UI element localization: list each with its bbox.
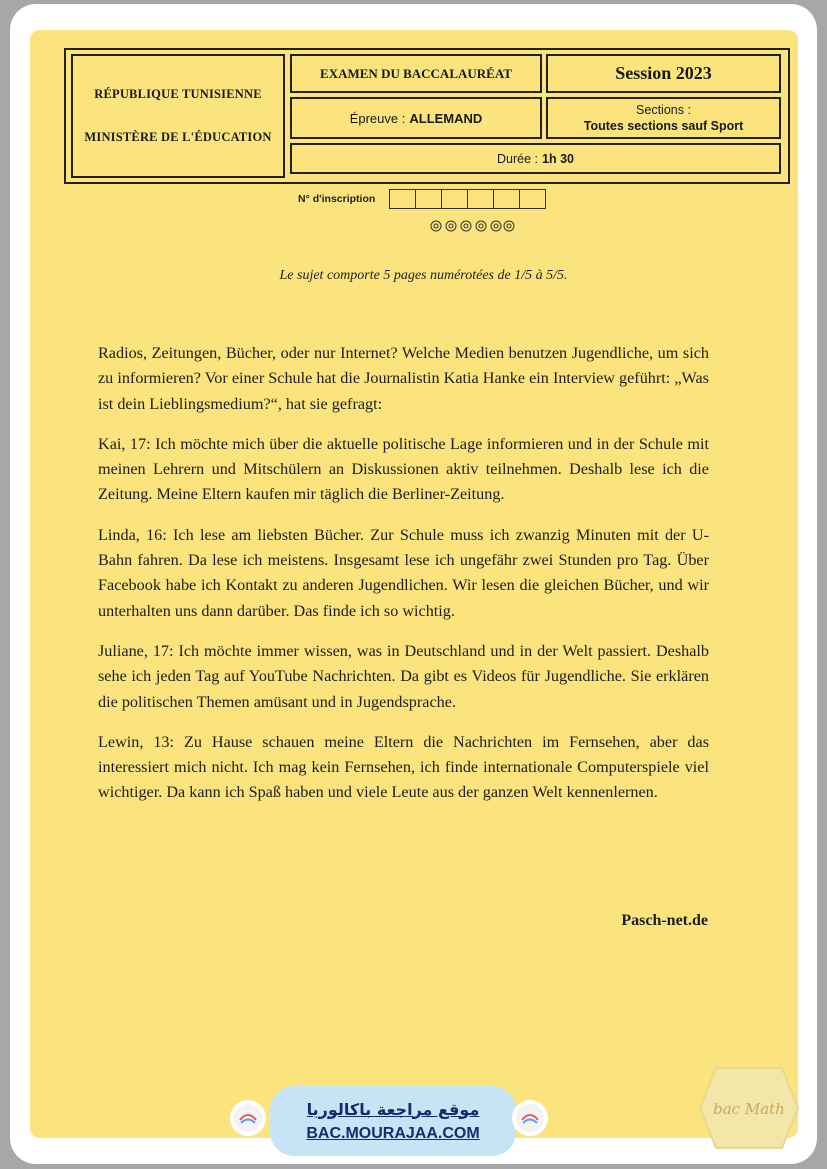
paragraph-kai: Kai, 17: Ich möchte mich über die aktuelle politische Lage informieren und in der Schule mit meinen Lehrern und Mitschülern an Diskussionen aktiv teilnehmen. Deshalb lese ich die Zeitung. Meine Eltern kaufen mir täglich die Berliner-Zeitung. [98, 434, 709, 504]
inscription-box[interactable] [389, 189, 416, 209]
bacmath-logo-icon [698, 1066, 800, 1150]
inscription-box[interactable] [519, 189, 546, 209]
inscription-label: N° d'inscription [298, 193, 376, 205]
inscription-box[interactable] [441, 189, 468, 209]
source-credit: Pasch-net.de [621, 912, 708, 929]
paragraph-intro: Radios, Zeitungen, Bücher, oder nur Internet? Welche Medien benutzen Jugendliche, um sich zu informieren? Vor einer Schule hat die Journalistin Katia Hanke ein Interview geführt: „Was ist dein Lieblingsmedium?“, hat sie gefragt: [98, 344, 709, 413]
decorative-ornament-icon [427, 218, 517, 234]
reading-text [98, 341, 709, 821]
sections-value: Toutes sections sauf Sport [583, 119, 744, 133]
duree-value: 1h 30 [542, 151, 574, 166]
session-label: Session 2023 [546, 54, 781, 93]
duree-label: Durée : [497, 151, 539, 166]
epreuve-value: ALLEMAND [409, 110, 483, 126]
sections-label: Sections : [636, 103, 691, 117]
epreuve-cell [290, 97, 542, 139]
republique-label: RÉPUBLIQUE TUNISIENNE [94, 87, 262, 101]
site-logo-icon [230, 1100, 266, 1136]
bacmath-logo-text: bac Math [713, 1100, 785, 1118]
site-logo-icon [512, 1100, 548, 1136]
watermark-site-link[interactable]: BAC.MOURAJAA.COM [306, 1124, 480, 1142]
inscription-boxes[interactable] [390, 189, 546, 209]
duree-cell [290, 143, 781, 174]
issuer-cell [71, 54, 285, 178]
exam-title: EXAMEN DU BACCALAURÉAT [290, 54, 542, 93]
epreuve-label: Épreuve : [349, 110, 406, 126]
inscription-box[interactable] [467, 189, 494, 209]
sections-cell [546, 97, 781, 139]
inscription-box[interactable] [415, 189, 442, 209]
inscription-box[interactable] [493, 189, 520, 209]
paragraph-linda: Linda, 16: Ich lese am liebsten Bücher. Zur Schule muss ich zwanzig Minuten mit der U-Bahn fahren. Da lese ich meistens. Insgesamt lese ich ungefähr zwei Stunden pro Tag. Über Facebook habe ich Kontakt zu anderen Jugendlichen. Wir lesen die gleichen Bücher, und wir unterhalten uns dann darüber. Das finde ich so wichtig. [98, 525, 709, 620]
ministere-label: MINISTÈRE DE L'ÉDUCATION [84, 130, 272, 144]
watermark-arabic[interactable]: موقع مراجعة باكالوريا [306, 1099, 480, 1119]
paragraph-lewin: Lewin, 13: Zu Hause schauen meine Eltern die Nachrichten im Fernsehen, aber das interessiert mich nicht. Ich mag kein Fernsehen, ich finde internationale Computerspiele viel wichtiger. Da kann ich Spaß haben und viele Leute aus der ganzen Welt kennenlernen. [98, 732, 709, 802]
paragraph-juliane: Juliane, 17: Ich möchte immer wissen, was in Deutschland und in der Welt passiert. Deshalb sehe ich jeden Tag auf YouTube Nachrichten. Da gibt es Videos für Jugendliche. Sie erklären die politischen Themen amüsant und in Jugendsprache. [98, 641, 709, 711]
sujet-note: Le sujet comporte 5 pages numérotées de 1/5 à 5/5. [279, 268, 568, 283]
watermark-badge[interactable] [270, 1086, 516, 1156]
